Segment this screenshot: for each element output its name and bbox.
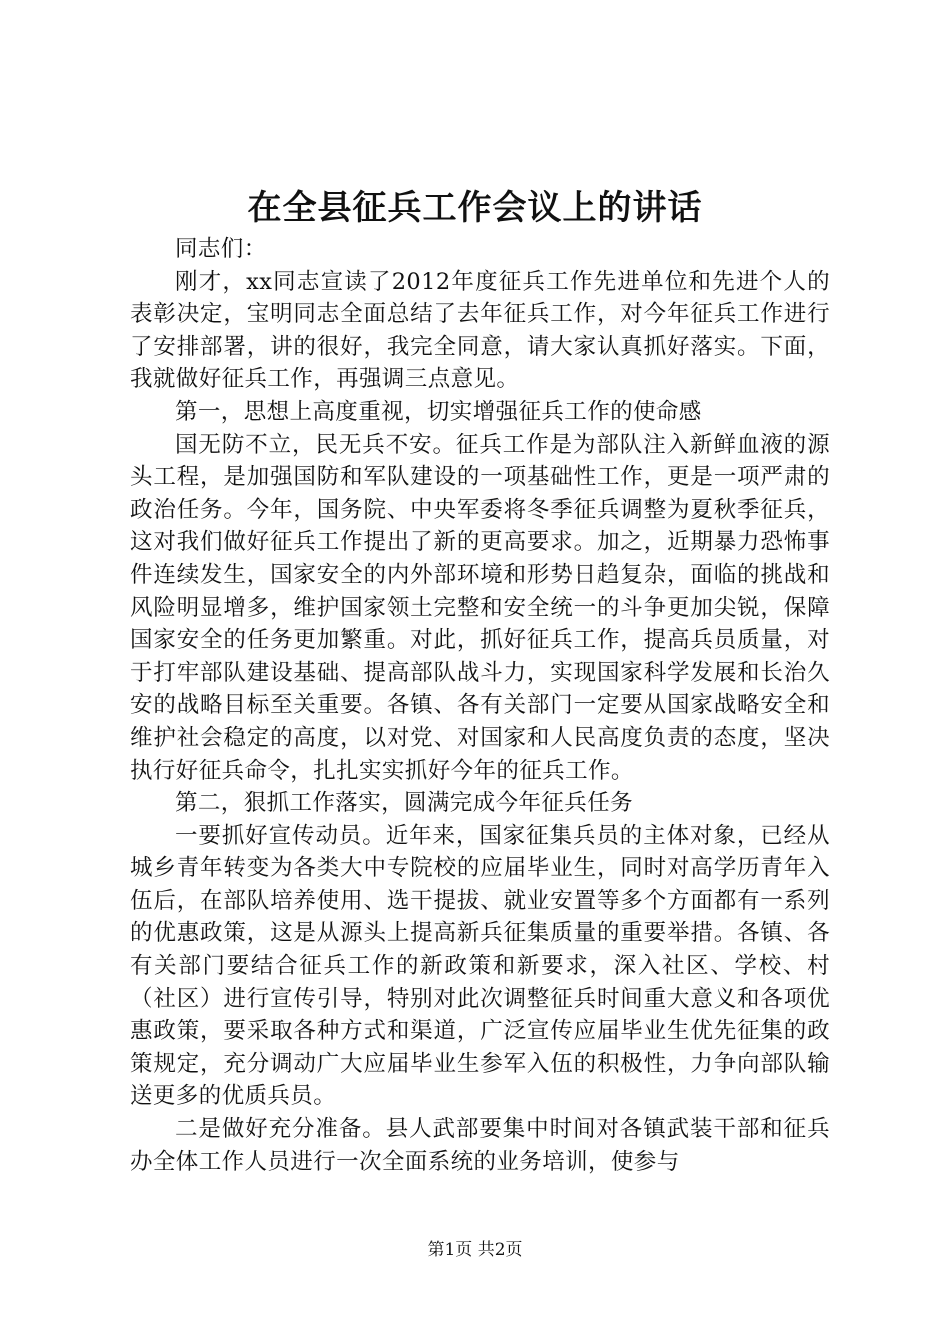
paragraph-opening: 刚才，xx同志宣读了2012年度征兵工作先进单位和先进个人的表彰决定，宝明同志全面总结了去年征兵工作，对今年征兵工作进行了安排部署，讲的很好，我完全同意，请大家认真抓好落实。下面，我就做好征兵工作，再强调三点意见。	[130, 268, 830, 393]
section-heading-first: 第一，思想上高度重视，切实增强征兵工作的使命感	[175, 398, 702, 425]
page-number-footer: 第1页 共2页	[427, 1240, 523, 1260]
paragraph-first-point: 国无防不立，民无兵不安。征兵工作是为部队注入新鲜血液的源头工程，是加强国防和军队建设的一项基础性工作，更是一项严肃的政治任务。今年，国务院、中央军委将冬季征兵调整为夏秋季征兵，这对我们做好征兵工作提出了新的更高要求。加之，近期暴力恐怖事件连续发生，国家安全的内外部环境和形势日趋复杂，面临的挑战和风险明显增多，维护国家领土完整和安全统一的斗争更加尖锐，保障国家安全的任务更加繁重。对此，抓好征兵工作，提高兵员质量，对于打牢部队建设基础、提高部队战斗力，实现国家科学发展和长治久安的战略目标至关重要。各镇、各有关部门一定要从国家战略安全和维护社会稳定的高度，以对党、对国家和人民高度负责的态度，坚决执行好征兵命令，扎扎实实抓好今年的征兵工作。	[130, 431, 830, 784]
salutation: 同志们：	[175, 236, 267, 262]
paragraph-publicity: 一要抓好宣传动员。近年来，国家征集兵员的主体对象，已经从城乡青年转变为各类大中专院校的应届毕业生，同时对高学历青年入伍后，在部队培养使用、选干提拔、就业安置等多个方面都有一系列的优惠政策，这是从源头上提高新兵征集质量的重要举措。各镇、各有关部门要结合征兵工作的新政策和新要求，深入社区、学校、村（社区）进行宣传引导，特别对此次调整征兵时间重大意义和各项优惠政策，要采取各种方式和渠道，广泛宣传应届毕业生优先征集的政策规定，充分调动广大应届毕业生参军入伍的积极性，力争向部队输送更多的优质兵员。	[130, 822, 830, 1110]
document-body	[130, 233, 830, 1178]
document-title: 在全县征兵工作会议上的讲话	[247, 188, 703, 228]
section-heading-second: 第二，狠抓工作落实，圆满完成今年征兵任务	[175, 790, 634, 817]
paragraph-preparation: 二是做好充分准备。县人武部要集中时间对各镇武装干部和征兵办全体工作人员进行一次全面系统的业务培训，使参与	[130, 1116, 830, 1175]
